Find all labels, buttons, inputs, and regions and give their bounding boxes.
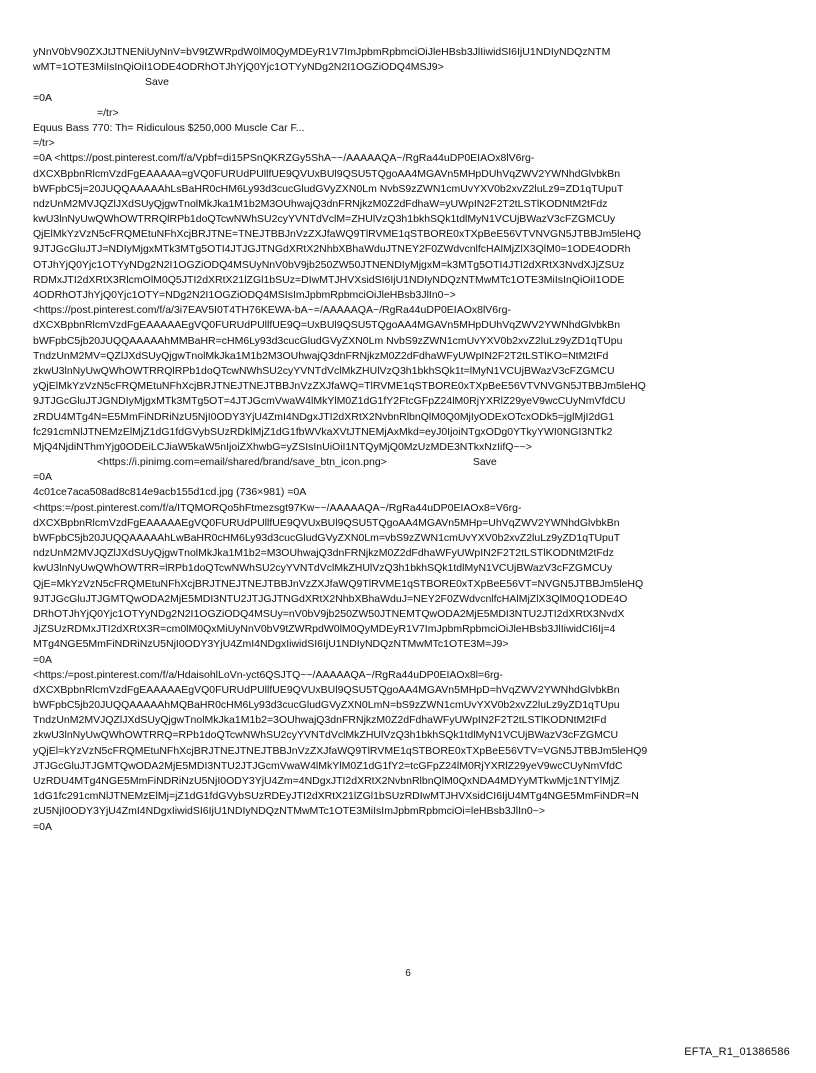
text-line: dXCXBpbnRlcmVzdFgEAAAAAEgVQ0FURUdPUllfUE9Q=UxBUl9QSU5TQgoAA4MGAVn5MHpDUhVqZWV2YWNhdGlvbkBn — [33, 319, 621, 332]
text-line: bWFpbC5jb20JUQQAAAAAhMQBaHR0cHM6Ly93d3cucGludGVyZXN0LmN=bS9zZWN1cmUvYXV0b2xvZ2luLz9yZD1qTUpu — [33, 699, 620, 712]
text-line: =0A — [33, 820, 52, 833]
text-line: zkwU3lnNyUwQWhOWTRRQ=RPb1doQTcwNWhSU2cyYVNTdVclMkZHUlVzQ3h1bkhSQk1tdlMyN1VCUjBWazV3cFZGMCU — [33, 729, 619, 742]
text-line: =0A <https://post.pinterest.com/f/a/Vpbf=di15PSnQKRZGy5ShA~~/AAAAAQA~/RgRa44uDP0EIAOx8lV6rg- — [33, 152, 535, 165]
text-line: =0A — [33, 471, 52, 484]
text-line: MjQ4NjdiNThmYjg0ODEiLCJiaW5kaW5nIjoiZXhwbG=yZSIsInUiOiI1NTQyMjQ0MzUzMDE3NTkxNzIifQ~~> — [33, 440, 532, 453]
text-line: DRhOTJhYjQ0Yjc1OTYyNDg2N2I1OGZiODQ4MSUy=nV0bV9jb250ZW50JTNEMTQwODA2MjE5MDI3NTU2JTI2dXRtX3NvdX — [33, 607, 625, 620]
save-label: Save — [472, 456, 497, 469]
text-line: zkwU3lnNyUwQWhOWTRRQlRPb1doQTcwNWhSU2cyYVNTdVclMkZHUlVzQ3h1bkhSQk1t=lMyN1VCUjBWazV3cFZGMCU — [33, 364, 615, 377]
text-line: bWFpbC5jb20JUQQAAAAAhLwBaHR0cHM6Ly93d3cucGludGVyZXN0Lm=vbS9zZWN1cmUvYXV0b2xvZ2luLz9yZD1qTUpuT — [33, 532, 621, 544]
text-line: OTJhYjQ0Yjc1OTYyNDg2N2I1OGZiODQ4MSUyNnV0bV9jb250ZW50JTNENDIyMjgxM=k3MTg5OTI4JTI2dXRtX3NvdXJjZSUz — [33, 258, 625, 271]
text-line: JTJGcGluJTJGMTQwODA2MjE5MDI3NTU2JTJGcmVwaW4lMkYlM0Z1dG1fY2=tcGFpZ24lM0RjYXRlZ29yeV9wcCUyNmVfdC — [33, 759, 623, 772]
image-filename: 4c01ce7aca508ad8c814e9acb155d1cd.jpg (736×981) =0A — [33, 486, 307, 499]
text-line: =/tr> — [33, 137, 55, 150]
save-row — [33, 455, 795, 470]
pin-title: Equus Bass 770: Th= Ridiculous $250,000 Muscle Car F... — [33, 121, 305, 134]
text-line: yNnV0bV90ZXJtJTNENiUyNnV=bV9tZWRpdW0lM0QyMDEyR1V7ImJpbmRpbmciOiJleHBsb3JlIiwidSI6IjU1NDIyNDQzNTM — [33, 46, 611, 58]
text-line: ndzUnM2MVJQZlJXdSUyQjgwTnolMkJka1M1b2=M3OUhwajQ3dnFRNjkzM0Z2dFdhaWFyUWpIN2F2T2tLSTlKODNtM2tFdz — [33, 547, 614, 560]
text-line: 9JTJGcGluJTJGMTQwODA2MjE5MDI3NTU2JTJGJTNGdXRtX2NhbXBhaWduJ=NEY2F0ZWdvcnlfcHAlMjZlX3QlM0Q1ODE4O — [33, 592, 628, 605]
text-line: MTg4NGE5MmFiNDRiNzU5NjI0ODY3YjU4ZmI4NDgxIiwidSI6IjU1NDIyNDQzNTMwMTc1OTE3M=J9> — [33, 638, 509, 651]
text-line: zRDU4MTg4N=E5MmFiNDRiNzU5NjI0ODY3YjU4ZmI4NDgxJTI2dXRtX2NvbnRlbnQlM0Q0MjIyODExOTcxODk5=jglMjI2dG1 — [33, 410, 615, 423]
text-line: <https:/=post.pinterest.com/f/a/HdaisohlLoVn-yct6QSJTQ~~/AAAAAQA~/RgRa44uDP0EIAOx8l=6rg- — [33, 668, 503, 681]
text-line: dXCXBpbnRlcmVzdFgEAAAAAEgVQ0FURUdPUllfUE9QVUxBUl9QSU5TQgoAA4MGAVn5MHpD=hVqZWV2YWNhdGlvbkBn — [33, 683, 620, 696]
text-line: dXCXBpbnRlcmVzdFgEAAAAAEgVQ0FURUdPUllfUE9QVUxBUl9QSU5TQgoAA4MGAVn5MHp=UhVqZWV2YWNhdGlvbkBn — [33, 516, 620, 529]
text-line: <https:=/post.pinterest.com/f/a/ITQMORQo5hFtmezsgt97Kw~~/AAAAAQA~/RgRa44uDP0EIAOx8=V6rg- — [33, 501, 522, 514]
text-line: ndzUnM2MVJQZlJXdSUyQjgwTnolMkJka1M1b2M3OUhwajQ3dnFRNjkzM0Z2dFdhaW=yUWpIN2F2T2tLSTlKODNtM2tFdz — [33, 197, 608, 210]
text-line: yQjEl=kYzVzN5cFRQMEtuNFhXcjBRJTNEJTNEJTBBJnVzZXJfaWQ9TlRVME1qSTBORE0xTXpBeE56VTV=VGN5JTBBJm5leHQ9 — [33, 744, 648, 757]
text-line: TndzUnM2MVJQZlJXdSUyQjgwTnolMkJka1M1b2=3OUhwajQ3dnFRNjkzM0Z2dFdhaWFyUWpIN2F2T2tLSTlKODNtM2tFd — [33, 714, 607, 727]
page-number: 6 — [405, 968, 411, 979]
text-line: zU5NjI0ODY3YjU4ZmI4NDgxIiwidSI6IjU1NDIyNDQzNTMwMTc1OTE3MiIsImJpbmRpbmciOi=leHBsb3JlIn0~> — [33, 805, 545, 818]
text-line: 1dG1fc291cmNlJTNEMzElMj=jZ1dG1fdGVybSUzRDEyJTI2dXRtX21lZGl1bSUzRDIwMTJHVXsidCI6IjU4MTg4NGE5MmFiNDR=N — [33, 790, 639, 803]
text-line: 4ODRhOTJhYjQ0Yjc1OTY=NDg2N2I1OGZiODQ4MSIsImJpbmRpbmciOiJleHBsb3JlIn0~> — [33, 289, 456, 301]
text-line: kwU3lnNyUwQWhOWTRRQlRPb1doQTcwNWhSU2cyYVNTdVclM=ZHUlVzQ3h1bkhSQk1tdlMyN1VCUjBWazV3cFZGMCUy — [33, 213, 616, 226]
text-line: <https://post.pinterest.com/f/a/3i7EAV5I0T4TH76KEWA-bA~=/AAAAAQA~/RgRa44uDP0EIAOx8lV6rg- — [33, 304, 511, 317]
text-line: bWFpbC5j=20JUQQAAAAAhLsBaHR0cHM6Ly93d3cucGludGVyZXN0Lm NvbS9zZWN1cmUvYXV0b2xvZ2luLz9=ZD1qTUpuT — [33, 182, 624, 195]
text-line: wMT=1OTE3MiIsInQiOiI1ODE4ODRhOTJhYjQ0Yjc1OTYyNDg2N2I1OGZiODQ4MSJ9> — [33, 61, 444, 74]
save-label: Save — [145, 76, 169, 89]
text-line — [33, 835, 795, 850]
text-line: kwU3lnNyUwQWhOWTRR=lRPb1doQTcwNWhSU2cyYVNTdVclMkZHUlVzQ3h1bkhSQk1tdlMyN1VCUjBWazV3cFZGMCUy — [33, 562, 613, 575]
email-body-text — [33, 45, 795, 850]
text-line: dXCXBpbnRlcmVzdFgEAAAAA=gVQ0FURUdPUllfUE9QVUxBUl9QSU5TQgoAA4MGAVn5MHpDUhVqZWV2YWNhdGlvbkBn — [33, 167, 621, 180]
text-line: QjElMkYzVzN5cFRQMEtuNFhXcjBRJTNE=TNEJTBBJnVzZXJfaWQ9TlRVME1qSTBORE0xTXpBeE56VTVNVGN5JTBBJm5leHQ — [33, 228, 642, 241]
text-line: =0A — [33, 653, 52, 666]
text-line: 9JTJGcGluJTJ=NDIyMjgxMTk3MTg5OTI4JTJGJTNGdXRtX2NhbXBhaWduJTNEY2F0ZWdvcnlfcHAlMjZlX3QlM0=1ODE4ODRh — [33, 243, 631, 256]
text-line: RDMxJTI2dXRtX3RlcmOlM0Q5JTI2dXRtX21lZGl1bSUz=DIwMTJHVXsidSI6IjU1NDIyNDQzNTMwMTc1OTE3MiIsInQiOiI1ODE — [33, 273, 625, 286]
text-line: UzRDU4MTg4NGE5MmFiNDRiNzU5NjI0ODY3YjU4Zm=4NDgxJTI2dXRtX2NvbnRlbnQlM0QxNDA4MDYyMTkwMjc1NTYlMjZ — [33, 775, 620, 787]
text-line: bWFpbC5jb20JUQQAAAAAhMMBaHR=cHM6Ly93d3cucGludGVyZXN0Lm NvbS9zZWN1cmUvYXV0b2xvZ2luLz9yZD1qTUpu — [33, 334, 623, 347]
text-line: TndzUnM2MV=QZlJXdSUyQjgwTnolMkJka1M1b2M3OUhwajQ3dnFRNjkzM0Z2dFdhaWFyUWpIN2F2T2tLSTlKO=NtM2tFd — [33, 349, 609, 362]
document-id-stamp: EFTA_R1_01386586 — [684, 1046, 790, 1058]
text-line: fc291cmNlJTNEMzElMjZ1dG1fdGVybSUzRDklMjZ1dG1fbWVkaXVtJTNEMjAxMkd=eyJ0IjoiNTgxODg0YTkyYWI0NGI3NTk2 — [33, 425, 613, 438]
text-line: =0A — [33, 91, 52, 104]
text-line: 9JTJGcGluJTJGNDIyMjgxMTk3MTg5OT=4JTJGcmVwaW4lMkYlM0Z1dG1fY2FtcGFpZ24lM0RjYXRlZ29yeV9wcCUyNmVfdCU — [33, 395, 626, 408]
text-line: =/tr> — [97, 106, 119, 119]
text-line: QjE=MkYzVzN5cFRQMEtuNFhXcjBRJTNEJTNEJTBBJnVzZXJfaWQ9TlRVME1qSTBORE0xTXpBeE56VT=NVGN5JTBBJm5leHQ — [33, 577, 644, 590]
save-button-image-link: <https://i.pinimg.com=email/shared/brand/save_btn_icon.png> — [97, 456, 387, 469]
text-line: JjZSUzRDMxJTI2dXRtX3R=cm0lM0QxMiUyNnV0bV9tZWRpdW0lM0QyMDEyR1V7ImJpbmRpbmciOiJleHBsb3JlIiwidCI6Ij=4 — [33, 623, 616, 636]
text-line: yQjElMkYzVzN5cFRQMEtuNFhXcjBRJTNEJTNEJTBBJnVzZXJfaWQ=TlRVME1qSTBORE0xTXpBeE56VTVNVGN5JTBBJm5leHQ — [33, 380, 646, 393]
